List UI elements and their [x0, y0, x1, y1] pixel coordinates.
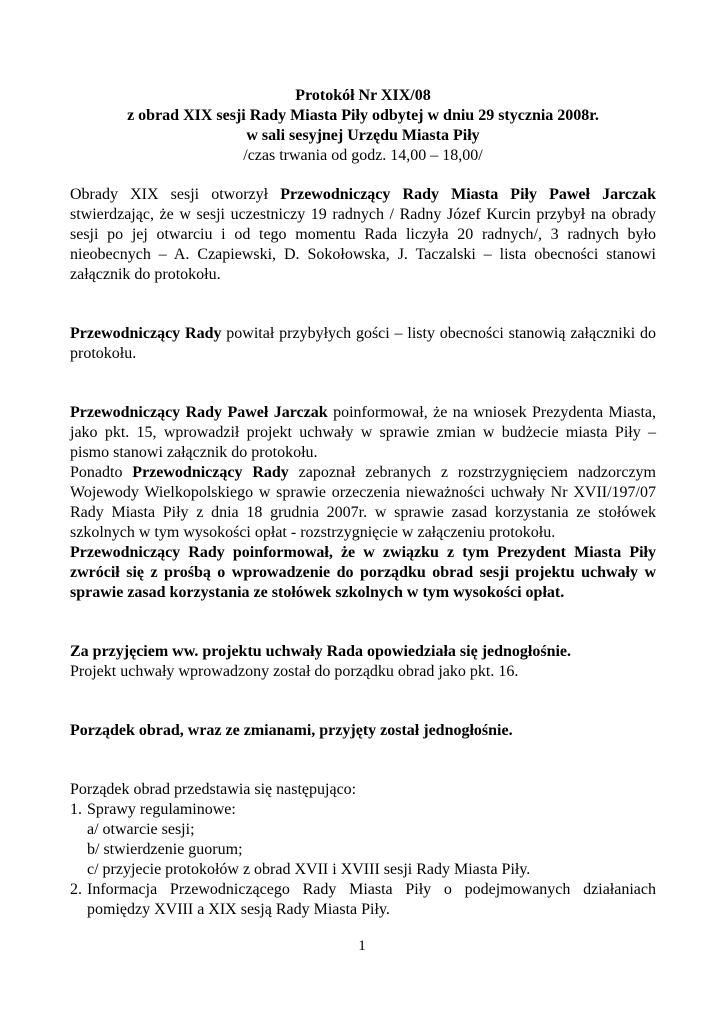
agenda-subitem: b/ stwierdzenie guorum; [87, 841, 243, 858]
paragraph-supervisory-decision: Ponadto Przewodniczący Rady zapoznał zebranych z rozstrzygnięciem nadzorczym Wojewody Wielkopolskiego w sprawie orzeczenia nieważności uchwały Nr XVII/197/07 Rady Miasta Piły z dnia 18 grudnia 2007r. w sprawie zasad korzystania ze stołówek szkolnych w tym wysokości opłat - rozstrzygnięcie w załączeniu protokołu. [70, 464, 657, 541]
paragraph-budget-change: Przewodniczący Rady Paweł Jarczak poinformował, że na wniosek Prezydenta Miasta, jako pkt. 15, wprowadził projekt uchwały w sprawie zmian w budżecie miasta Piły – pismo stanowi załącznik do protokołu. [70, 404, 657, 461]
agenda-intro: Porządek obrad przedstawia się następująco: [70, 781, 357, 798]
agenda-item: 1. Sprawy regulaminowe: [70, 801, 236, 818]
paragraph-guests: Przewodniczący Rady powitał przybyłych gości – listy obecności stanowią załączniki do protokołu. [70, 325, 656, 362]
protocol-title: Protokół Nr XIX/08 [295, 87, 431, 104]
agenda-subitem: a/ otwarcie sesji; [87, 821, 195, 838]
agenda-list [70, 800, 656, 920]
paragraph-vote-project: Za przyjęciem ww. projektu uchwały Rada opowiedziała się jednogłośnie. Projekt uchwały wprowadzony został do porządku obrad jako pkt. 16. [70, 643, 572, 680]
protocol-location: w sali sesyjnej Urzędu Miasta Piły [246, 127, 480, 144]
protocol-header [70, 86, 656, 166]
page-number: 1 [358, 938, 366, 954]
paragraph-opening: Obrady XIX sesji otworzył Przewodniczący Rady Miasta Piły Paweł Jarczak stwierdzając, że w sesji uczestniczy 19 radnych / Radny Józef Kurcin przybył na obrady sesji po jej otwarciu i od tego momentu Rada liczyła 20 radnych/, 3 radnych było nieobecnych – A. Czapiewski, D. Sokołowska, J. Taczalski – lista obecności stanowi załącznik do protokołu. [70, 186, 656, 283]
paragraph-agenda-accepted: Porządek obrad, wraz ze zmianami, przyjęty został jednogłośnie. [70, 722, 513, 739]
agenda-subitem: c/ przyjecie protokołów z obrad XVII i XVIII sesji Rady Miasta Piły. [87, 861, 531, 878]
protocol-subtitle: z obrad XIX sesji Rady Miasta Piły odbytej w dniu 29 stycznia 2008r. [127, 107, 599, 124]
document-page [70, 86, 656, 920]
protocol-duration: /czas trwania od godz. 14,00 – 18,00/ [243, 147, 483, 164]
paragraph-president-request: Przewodniczący Rady poinformował, że w związku z tym Prezydent Miasta Piły zwrócił się z prośbą o wprowadzenie do porządku obrad sesji projektu uchwały w sprawie zasad korzystania ze stołówek szkolnych w tym wysokości opłat. [70, 544, 656, 601]
agenda-item: 2. Informacja Przewodniczącego Rady Miasta Piły o podejmowanych działaniach pomiędzy XVIII a XIX sesją Rady Miasta Piły. [70, 881, 656, 918]
